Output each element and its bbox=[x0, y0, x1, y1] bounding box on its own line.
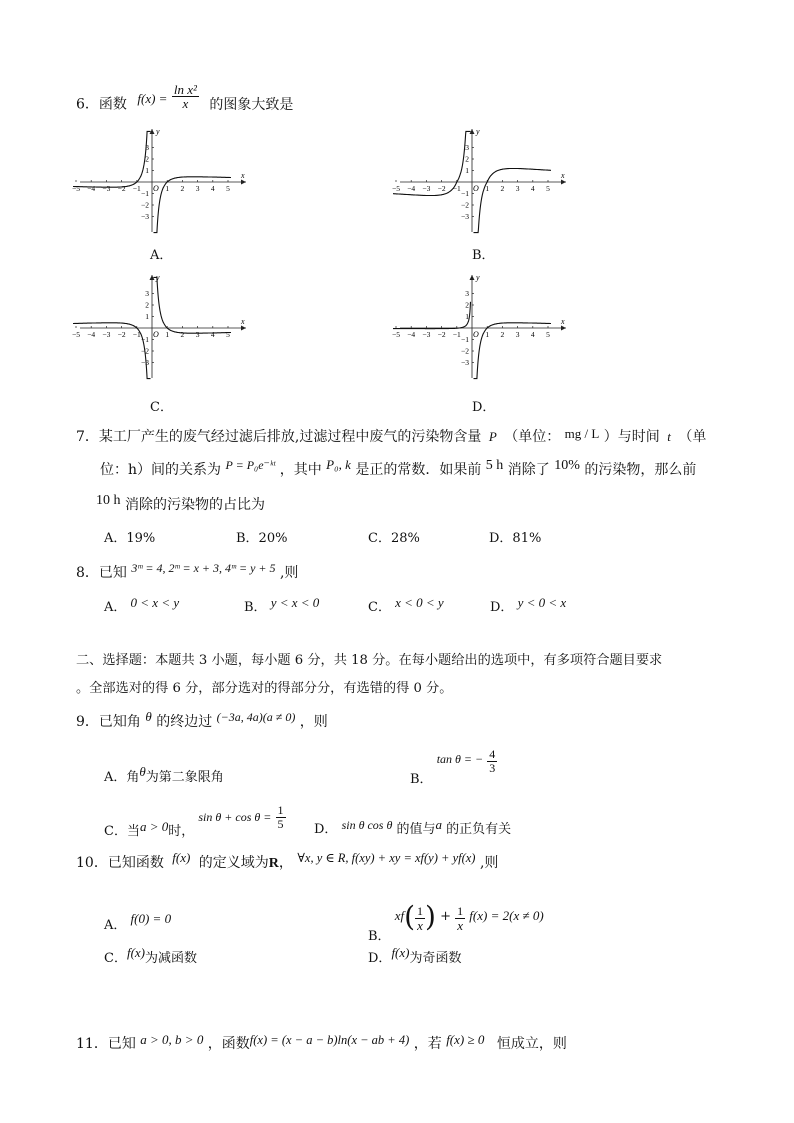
y-tick-label: 2 bbox=[465, 300, 469, 310]
q11-condition: a > 0, b > 0 bbox=[140, 1032, 204, 1047]
x-tick-label: 4 bbox=[530, 330, 535, 339]
q9-option-b[interactable] bbox=[410, 747, 497, 787]
x-tick-label: −3 bbox=[102, 330, 111, 339]
x-tick-label: −3 bbox=[422, 330, 431, 339]
origin-label: O bbox=[153, 330, 159, 339]
q10-option-b-one2: 1 bbox=[457, 904, 464, 918]
q10-option-a-expr: f(0) = 0 bbox=[130, 911, 172, 926]
q9-option-a-text: 为第二象限角 bbox=[145, 770, 224, 785]
y-tick-label: −3 bbox=[461, 358, 469, 367]
x-axis-label: x bbox=[241, 317, 245, 326]
x-tick-label: −3 bbox=[422, 184, 431, 193]
q6-stem bbox=[76, 82, 294, 118]
q7-text-8: 消除的污染物的占比为 bbox=[124, 497, 265, 513]
q10-option-b-paren-close: ) bbox=[425, 900, 436, 933]
x-tick-label: −4 bbox=[87, 330, 96, 339]
q7-text-2: （单 bbox=[678, 429, 707, 445]
q10-option-b-one: 1 bbox=[417, 904, 424, 918]
q9-option-a-theta: θ bbox=[139, 764, 146, 779]
q7-text-7: 的污染物，那么前 bbox=[584, 462, 697, 478]
q10-option-d-text: 为奇函数 bbox=[409, 951, 462, 966]
q9-option-b-expr: tan θ = − bbox=[436, 752, 484, 766]
q9-option-c[interactable] bbox=[104, 800, 286, 839]
y-tick-label: 3 bbox=[465, 143, 469, 152]
y-tick-label: 1 bbox=[145, 312, 149, 321]
q6-label-a[interactable]: A． bbox=[150, 248, 173, 263]
y-tick-label: −2 bbox=[461, 346, 469, 356]
q10-option-b[interactable] bbox=[368, 890, 544, 944]
q7-option-d[interactable]: D．81% bbox=[489, 531, 542, 546]
q11-mid2: ，若 bbox=[413, 1036, 442, 1052]
q10-r: R bbox=[268, 856, 279, 871]
q9-stem bbox=[76, 709, 328, 731]
q9-option-d-expr: sin θ cos θ bbox=[341, 818, 393, 832]
graph-c bbox=[72, 272, 256, 382]
y-tick-label: 2 bbox=[145, 154, 149, 164]
y-axis-label: y bbox=[156, 127, 160, 136]
q10-option-b-plus: + bbox=[440, 909, 452, 924]
q9-option-c-num: 1 bbox=[277, 803, 284, 817]
q9-option-d[interactable] bbox=[314, 814, 512, 837]
q9-option-c-den: 5 bbox=[277, 817, 284, 831]
q10-tail: ,则 bbox=[479, 855, 499, 871]
q8-option-a-expr: 0 < x < y bbox=[130, 595, 180, 610]
q8-option-d-label: D． bbox=[490, 600, 514, 615]
q10-option-b-inner bbox=[415, 905, 425, 932]
q9-option-c-fraction bbox=[276, 804, 286, 831]
q10-option-d-label: D． bbox=[368, 951, 392, 966]
q8-stem bbox=[76, 561, 299, 582]
q8-tail: ,则 bbox=[279, 565, 299, 581]
q6-numerator: ln x² bbox=[173, 82, 197, 97]
q7-line3 bbox=[96, 493, 265, 515]
x-tick-label: −1 bbox=[132, 184, 141, 193]
q10-option-c-text: 为减函数 bbox=[145, 951, 198, 966]
x-tick-label: −4 bbox=[407, 330, 416, 339]
x-tick-label: 3 bbox=[195, 184, 200, 193]
q7-unit: mg / L bbox=[564, 426, 600, 441]
q8-option-b-expr: y < x < 0 bbox=[270, 595, 320, 610]
q6-tail: 的图象大致是 bbox=[209, 96, 294, 113]
q11-tail: 恒成立，则 bbox=[496, 1036, 567, 1052]
q7-consts: P₀, k bbox=[326, 457, 351, 472]
q7-option-c[interactable]: C．28% bbox=[368, 531, 420, 546]
y-tick-label: −3 bbox=[141, 212, 149, 221]
q10-option-d-expr: f(x) bbox=[391, 945, 410, 960]
q7-ten-h: 10 h bbox=[96, 493, 121, 508]
x-tick-label: −5 bbox=[392, 184, 400, 193]
x-tick-label: −1 bbox=[452, 184, 461, 193]
q11-function: f(x) = (x − a − b)ln(x − ab + 4) bbox=[249, 1033, 410, 1047]
graph-a bbox=[72, 126, 256, 236]
q6-fx: f(x) = bbox=[137, 90, 168, 106]
y-tick-label: 1 bbox=[465, 166, 469, 175]
x-tick-label: 2 bbox=[500, 184, 505, 193]
x-tick-label: 2 bbox=[500, 330, 505, 339]
q8-option-a[interactable] bbox=[104, 596, 179, 615]
x-tick-label: −4 bbox=[87, 184, 96, 193]
q7-unit-close: ）与时间 bbox=[603, 429, 660, 445]
q10-mid: 的定义域为 bbox=[198, 855, 269, 871]
q7-text-1: 7．某工厂产生的废气经过滤后排放,过滤过程中废气的污染物含量 bbox=[76, 429, 482, 445]
q10-option-b-xf: xf bbox=[394, 908, 405, 923]
x-tick-label: 3 bbox=[195, 330, 200, 339]
q8-option-c-expr: x < 0 < y bbox=[395, 595, 444, 610]
section2-subheading: 。全部选对的得 6 分，部分选对的得部分分，有选错的得 0 分。 bbox=[76, 681, 453, 696]
x-tick-label: −2 bbox=[117, 184, 126, 193]
q9-option-c-cond: a > 0 bbox=[139, 819, 169, 834]
q7-five-h: 5 h bbox=[485, 458, 504, 473]
q11-lead: 11．已知 bbox=[76, 1036, 136, 1052]
q9-option-c-mid: 时， bbox=[168, 824, 195, 839]
q10-option-b-x2: x bbox=[457, 918, 464, 933]
x-axis-arrow bbox=[561, 180, 566, 185]
x-tick-label: 5 bbox=[226, 184, 230, 193]
q8-option-b[interactable] bbox=[244, 596, 319, 615]
x-tick-label: 1 bbox=[165, 330, 170, 339]
q9-lead: 9．已知角 bbox=[76, 714, 141, 730]
q10-option-a[interactable] bbox=[104, 908, 172, 933]
q9-option-d-a: a bbox=[435, 817, 443, 832]
x-tick-label: 1 bbox=[485, 184, 490, 193]
x-tick-label: 4 bbox=[530, 184, 535, 193]
q7-option-a[interactable]: A．19% bbox=[104, 531, 156, 546]
x-tick-label: 2 bbox=[180, 330, 185, 339]
q8-lead: 8．已知 bbox=[76, 565, 127, 581]
q7-text-6: 消除了 bbox=[507, 462, 550, 478]
x-tick-label: 4 bbox=[210, 330, 215, 339]
q8-option-c[interactable] bbox=[368, 596, 444, 615]
y-tick-label: 2 bbox=[145, 300, 149, 310]
q10-option-b-paren-open: ( bbox=[404, 900, 416, 933]
y-tick-label: −2 bbox=[141, 346, 149, 356]
x-tick-label: 5 bbox=[226, 330, 230, 339]
x-tick-label: −5 bbox=[72, 184, 80, 193]
x-tick-label: 5 bbox=[546, 184, 550, 193]
q9-option-b-fraction bbox=[487, 748, 497, 775]
y-tick-label: −3 bbox=[141, 358, 149, 367]
q10-stem bbox=[76, 850, 499, 873]
y-tick-label: 3 bbox=[465, 289, 469, 298]
q10-option-d[interactable] bbox=[368, 942, 462, 966]
q6-label-c[interactable]: C． bbox=[150, 400, 173, 415]
x-axis-label: x bbox=[241, 171, 245, 180]
x-axis-label: x bbox=[561, 317, 565, 326]
q11-stem bbox=[76, 1032, 567, 1053]
y-tick-label: −1 bbox=[141, 335, 149, 344]
q10-option-b-end: f(x) = 2(x ≠ 0) bbox=[469, 908, 544, 923]
y-tick-label: −1 bbox=[461, 189, 469, 198]
q7-pct: 10% bbox=[554, 458, 580, 473]
q6-fraction bbox=[172, 83, 199, 110]
q7-var-t: t bbox=[667, 429, 671, 444]
x-tick-label: −4 bbox=[407, 184, 416, 193]
q10-option-c[interactable] bbox=[104, 942, 198, 966]
y-axis-label: y bbox=[476, 127, 480, 136]
origin-label: O bbox=[473, 184, 479, 193]
q7-text-4: ，其中 bbox=[279, 462, 322, 478]
q9-option-d-label: D． bbox=[314, 822, 338, 837]
x-tick-label: 3 bbox=[515, 330, 520, 339]
q10-equation: ∀x, y ∈ R, f(xy) + xy = xf(y) + yf(x) bbox=[297, 851, 476, 865]
x-tick-label: −2 bbox=[437, 184, 446, 193]
graph-b bbox=[392, 126, 576, 236]
y-tick-label: −1 bbox=[141, 189, 149, 198]
q7-line2 bbox=[100, 457, 697, 480]
q6-number: 6．函数 bbox=[76, 96, 127, 113]
q9-option-b-num: 4 bbox=[489, 747, 496, 761]
x-tick-label: 5 bbox=[546, 330, 550, 339]
x-tick-label: −2 bbox=[117, 330, 126, 339]
q10-option-a-label: A． bbox=[104, 918, 127, 933]
q10-option-b-label: B． bbox=[368, 929, 391, 944]
q11-inequality: f(x) ≥ 0 bbox=[446, 1032, 485, 1047]
q9-tail: ，则 bbox=[299, 714, 328, 730]
x-axis-arrow bbox=[561, 326, 566, 331]
q11-mid: ，函数 bbox=[207, 1036, 250, 1052]
y-tick-label: −2 bbox=[141, 200, 149, 210]
x-tick-label: 3 bbox=[515, 184, 520, 193]
q10-fx: f(x) bbox=[172, 850, 191, 865]
x-tick-label: −1 bbox=[132, 330, 141, 339]
q10-option-c-expr: f(x) bbox=[126, 945, 145, 960]
q10-option-b-x: x bbox=[417, 918, 423, 933]
y-axis-arrow bbox=[470, 275, 475, 280]
q9-option-b-label: B． bbox=[410, 772, 433, 787]
y-tick-label: 3 bbox=[145, 143, 149, 152]
q10-option-c-label: C． bbox=[104, 951, 127, 966]
y-axis-label: y bbox=[156, 273, 160, 282]
x-tick-label: 1 bbox=[165, 184, 170, 193]
y-tick-label: 2 bbox=[465, 154, 469, 164]
q9-option-c-expr: sin θ + cos θ = bbox=[198, 810, 272, 824]
q6-label-b[interactable]: B． bbox=[472, 248, 495, 263]
x-tick-label: −1 bbox=[452, 330, 461, 339]
origin-label: O bbox=[153, 184, 159, 193]
y-tick-label: 1 bbox=[465, 312, 469, 321]
q10-comma: ， bbox=[278, 855, 293, 871]
q9-option-a[interactable] bbox=[104, 766, 224, 785]
x-tick-label: −5 bbox=[72, 330, 80, 339]
q7-text-5: 是正的常数．如果前 bbox=[355, 462, 482, 478]
q8-option-d-expr: y < 0 < x bbox=[517, 595, 567, 610]
q7-unit-open: （单位： bbox=[504, 429, 561, 445]
x-axis-label: x bbox=[561, 171, 565, 180]
q7-var-p: P bbox=[488, 429, 497, 444]
x-tick-label: −5 bbox=[392, 330, 400, 339]
x-axis-arrow bbox=[241, 326, 246, 331]
y-tick-label: −3 bbox=[461, 212, 469, 221]
y-axis-label: y bbox=[476, 273, 480, 282]
q6-denominator: x bbox=[182, 96, 189, 111]
q8-option-b-label: B． bbox=[244, 600, 267, 615]
graph-d bbox=[392, 272, 576, 382]
q6-label-d[interactable]: D． bbox=[472, 400, 496, 415]
q8-option-c-label: C． bbox=[368, 600, 391, 615]
q9-mid: 的终边过 bbox=[156, 714, 213, 730]
q9-option-a-label: A．角 bbox=[104, 770, 140, 785]
x-axis-arrow bbox=[241, 180, 246, 185]
q7-option-b[interactable]: B．20% bbox=[236, 531, 288, 546]
x-tick-label: 1 bbox=[485, 330, 490, 339]
x-tick-label: 4 bbox=[210, 184, 215, 193]
q7-formula: P = P₀e⁻ᵏᵗ bbox=[225, 458, 276, 472]
section2-heading: 二、选择题：本题共 3 小题，每小题 6 分，共 18 分。在每小题给出的选项中，有多项符合题目要求 bbox=[76, 653, 663, 668]
y-tick-label: −2 bbox=[461, 200, 469, 210]
q9-theta: θ bbox=[145, 709, 152, 724]
q10-lead: 10．已知函数 bbox=[76, 855, 164, 871]
x-tick-label: 2 bbox=[180, 184, 185, 193]
y-tick-label: 1 bbox=[145, 166, 149, 175]
origin-label: O bbox=[473, 330, 479, 339]
q8-option-d[interactable] bbox=[490, 596, 566, 615]
q8-condition: 3ᵐ = 4, 2ᵐ = x + 3, 4ᵐ = y + 5 bbox=[131, 561, 276, 575]
q9-option-b-den: 3 bbox=[489, 761, 496, 775]
q7-line1 bbox=[76, 428, 706, 446]
q8-option-a-label: A． bbox=[104, 600, 127, 615]
q10-option-b-frac2 bbox=[455, 905, 465, 932]
q9-option-c-label: C．当 bbox=[104, 824, 140, 839]
q7-text-3: 位：h）间的关系为 bbox=[100, 462, 222, 478]
y-tick-label: −1 bbox=[461, 335, 469, 344]
q9-option-d-tail: 的正负有关 bbox=[446, 822, 512, 837]
q9-option-d-mid: 的值与 bbox=[396, 822, 436, 837]
x-tick-label: −2 bbox=[437, 330, 446, 339]
q9-point: (−3a, 4a)(a ≠ 0) bbox=[216, 710, 296, 724]
x-tick-label: −3 bbox=[102, 184, 111, 193]
y-tick-label: 3 bbox=[145, 289, 149, 298]
